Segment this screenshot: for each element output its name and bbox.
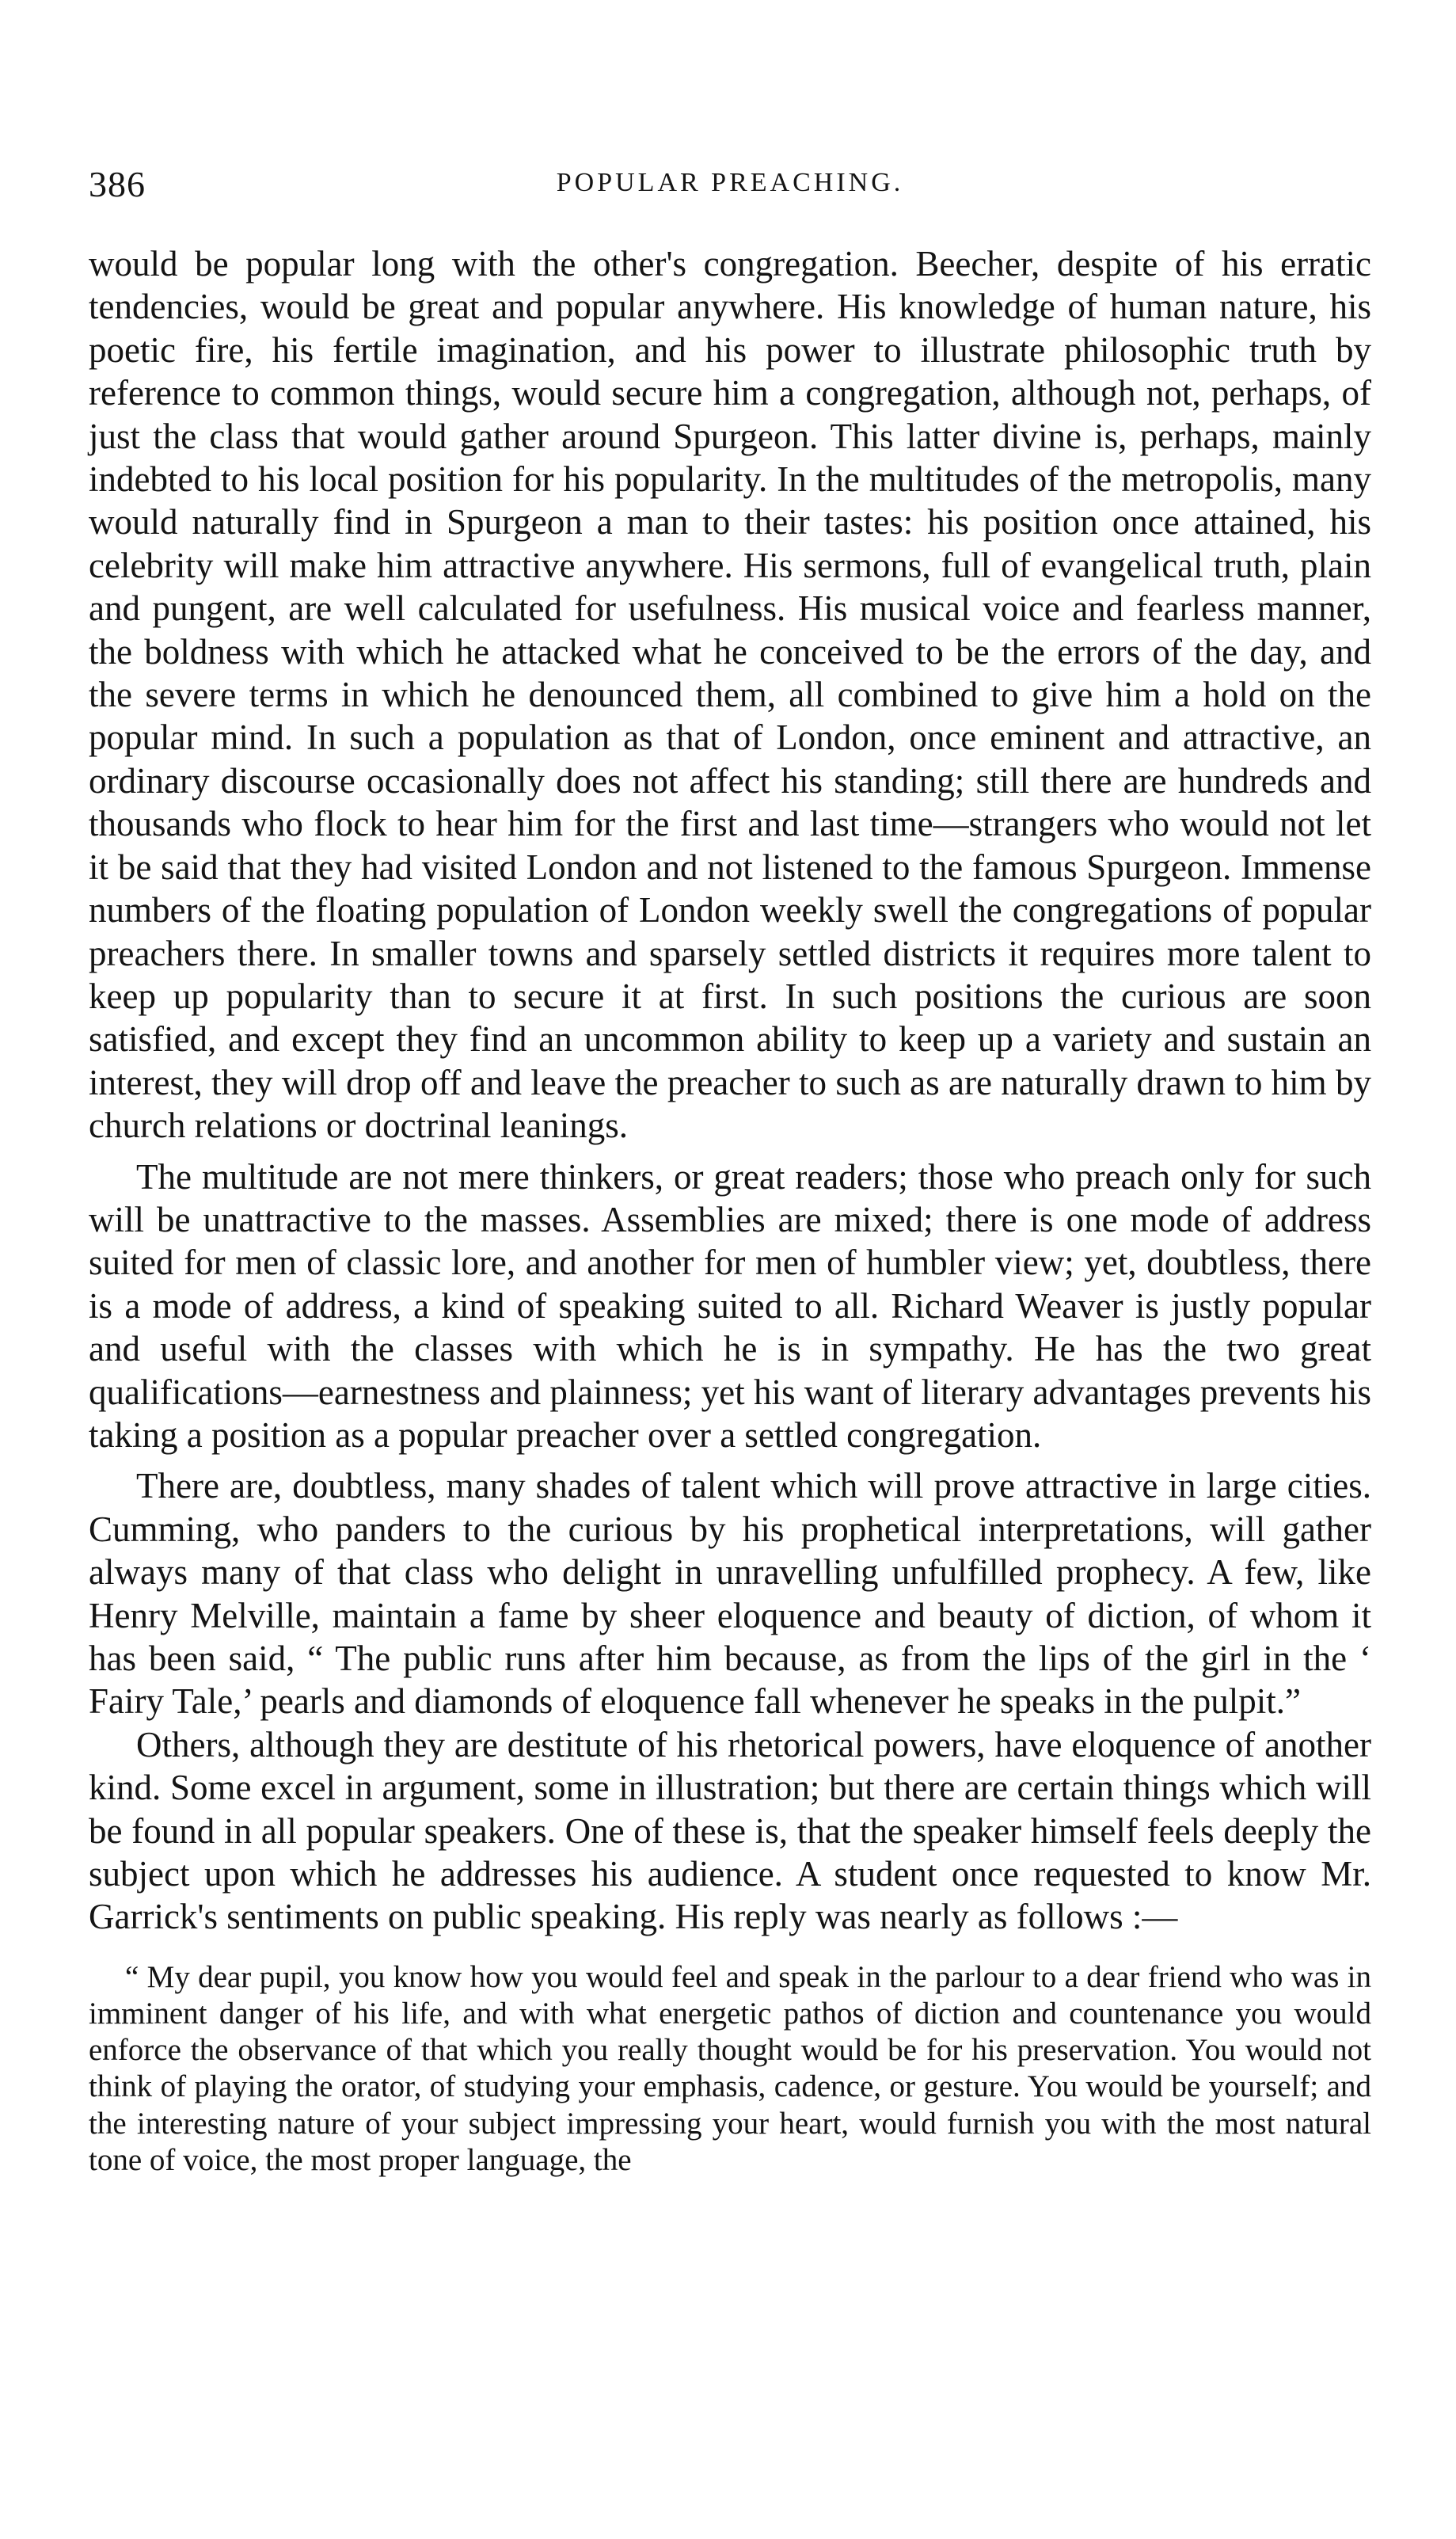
quote-text: “ My dear pupil, you know how you would feel and speak in the parlour to a dear friend who was in imminent danger of his life, and with what energetic pathos of diction and countenance you would enforce the observance of that which you really thought would be for his preservation. You would not think of playing the orator, of studying your emphasis, cadence, or gesture. You would be yourself; and the interesting nature of your subject impressing your heart, would furnish you with the most natural tone of voice, the most proper language, the xyxy=(89,1959,1371,2177)
paragraph: Others, although they are destitute of his rhetorical powers, have eloquence of another kind. Some excel in argument, some in illustration; but there are certain things which will be found in all popular speakers. One of these is, that the speaker himself feels deeply the subject upon which he addresses his audience. A student once requested to know Mr. Garrick's sentiments on public speaking. His reply was nearly as follows :— xyxy=(89,1724,1371,1937)
page-number: 386 xyxy=(89,164,146,204)
paragraph: There are, doubtless, many shades of talent which will prove attractive in large cities. Cumming, who panders to the curious by his prophetical interpretations, will gather always many of that class who delight in unravelling unfulfilled prophecy. A few, like Henry Melville, maintain a fame by sheer eloquence and beauty of diction, of whom it has been said, “ The public runs after him because, as from the lips of the girl in the ‘ Fairy Tale,’ pearls and diamonds of eloquence fall whenever he speaks in the pulpit.” xyxy=(89,1466,1371,1722)
block-quote xyxy=(89,1959,1371,2179)
paragraph: would be popular long with the other's congregation. Beecher, despite of his erratic tendencies, would be great and popular anywhere. His knowledge of human nature, his poetic fire, his fertile imagination, and his power to illustrate philosophic truth by reference to common things, would secure him a congregation, although not, perhaps, of just the class that would gather around Spurgeon. This latter divine is, perhaps, mainly indebted to his local position for his popularity. In the multitudes of the metropolis, many would naturally find in Spurgeon a man to their tastes: his position once attained, his celebrity will make him attractive anywhere. His sermons, full of evangelical truth, plain and pungent, are well calculated for usefulness. His musical voice and fearless manner, the boldness with which he attacked what he conceived to be the errors of the day, and the severe terms in which he denounced them, all combined to give him a hold on the popular mind. In such a population as that of London, once eminent and attractive, an ordinary discourse occasionally does not affect his standing; still there are hundreds and thousands who flock to hear him for the first and last time—strangers who would not let it be said that they had visited London and not listened to the famous Spurgeon. Immense numbers of the floating population of London weekly swell the congregations of popular preachers there. In smaller towns and sparsely settled districts it requires more talent to keep up popularity than to secure it at first. In such positions the curious are soon satisfied, and except they find an uncommon ability to keep up a variety and sustain an interest, they will drop off and leave the preacher to such as are naturally drawn to him by church relations or doctrinal leanings. xyxy=(89,244,1371,1146)
paragraph: The multitude are not mere thinkers, or great readers; those who preach only for such will be unattractive to the masses. Assemblies are mixed; there is one mode of address suited for men of classic lore, and another for men of humbler view; yet, doubtless, there is a mode of address, a kind of speaking suited to all. Richard Weaver is justly popular and useful with the classes with which he is in sympathy. He has the two great qualifications—earnestness and plainness; yet his want of literary advantages prevents his taking a position as a popular preacher over a settled congregation. xyxy=(89,1156,1371,1455)
body-text xyxy=(89,242,1371,1939)
page-header xyxy=(89,163,1371,211)
running-title: POPULAR PREACHING. xyxy=(556,168,904,197)
book-page xyxy=(89,163,1371,2179)
